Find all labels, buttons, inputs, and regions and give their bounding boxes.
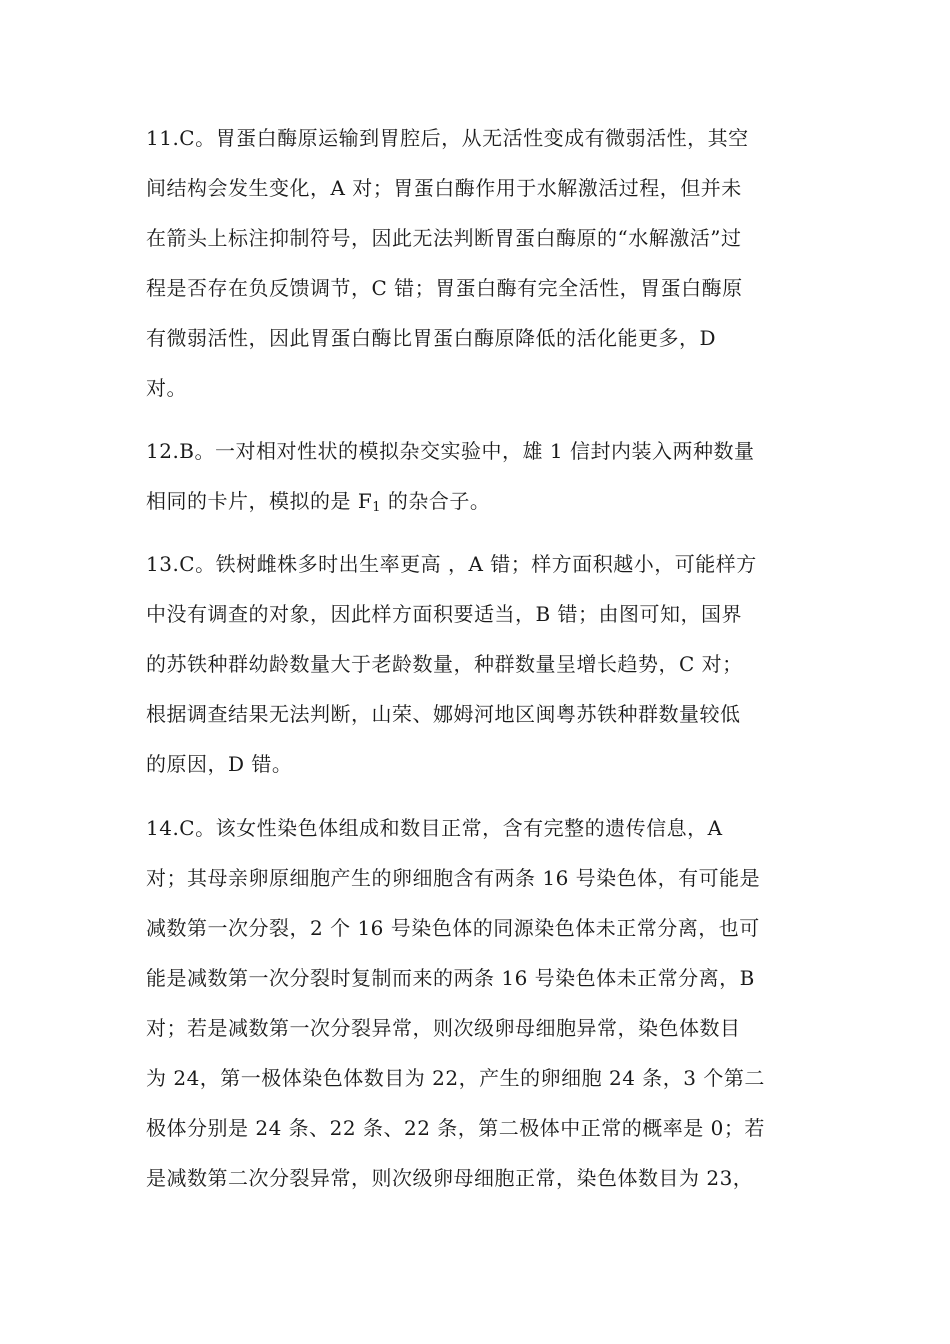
answer-12-text: 相同的卡片，模拟的是 F bbox=[146, 489, 373, 513]
answer-14-line: 减数第一次分裂，2 个 16 号染色体的同源染色体未正常分离，也可 bbox=[146, 916, 760, 940]
answer-14-line: 能是减数第一次分裂时复制而来的两条 16 号染色体未正常分离，B bbox=[146, 966, 755, 990]
answer-11-line: 程是否存在负反馈调节，C 错；胃蛋白酶有完全活性，胃蛋白酶原 bbox=[146, 276, 743, 300]
answer-11-line: 在箭头上标注抑制符号，因此无法判断胃蛋白酶原的“水解激活”过 bbox=[146, 226, 742, 250]
answer-14-line: 为 24，第一极体染色体数目为 22，产生的卵细胞 24 条，3 个第二 bbox=[146, 1066, 765, 1090]
answer-12-text: 的杂合子。 bbox=[381, 489, 491, 513]
answer-14-line: 极体分别是 24 条、22 条、22 条，第二极体中正常的概率是 0；若 bbox=[146, 1116, 765, 1140]
answer-13-line: 中没有调查的对象，因此样方面积要适当，B 错；由图可知，国界 bbox=[146, 602, 743, 626]
answer-12-line: 12.B。一对相对性状的模拟杂交实验中，雄 1 信封内装入两种数量 bbox=[146, 439, 755, 463]
answer-11-line: 有微弱活性，因此胃蛋白酶比胃蛋白酶原降低的活化能更多，D bbox=[146, 326, 717, 350]
answer-11-line: 11.C。胃蛋白酶原运输到胃腔后，从无活性变成有微弱活性，其空 bbox=[146, 126, 749, 150]
answer-13-line: 的原因，D 错。 bbox=[146, 752, 293, 776]
answer-14-line: 对；其母亲卵原细胞产生的卵细胞含有两条 16 号染色体，有可能是 bbox=[146, 866, 761, 890]
answer-11-line: 间结构会发生变化，A 对；胃蛋白酶作用于水解激活过程，但并未 bbox=[146, 176, 742, 200]
f1-subscript: 1 bbox=[372, 500, 382, 515]
answer-11-line: 对。 bbox=[146, 376, 187, 400]
answer-13-line: 根据调查结果无法判断，山荣、娜姆河地区闽粤苏铁种群数量较低 bbox=[146, 702, 741, 726]
answer-13-line: 的苏铁种群幼龄数量大于老龄数量，种群数量呈增长趋势，C 对； bbox=[146, 652, 743, 676]
answer-13-line: 13.C。铁树雌株多时出生率更高 ，A 错；样方面积越小，可能样方 bbox=[146, 552, 757, 576]
answer-14-line: 对；若是减数第一次分裂异常，则次级卵母细胞异常，染色体数目 bbox=[146, 1016, 741, 1040]
answer-14-line: 14.C。该女性染色体组成和数目正常，含有完整的遗传信息，A bbox=[146, 816, 723, 840]
answer-12-line bbox=[146, 488, 826, 521]
answer-14-line: 是减数第二次分裂异常，则次级卵母细胞正常，染色体数目为 23， bbox=[146, 1166, 754, 1190]
